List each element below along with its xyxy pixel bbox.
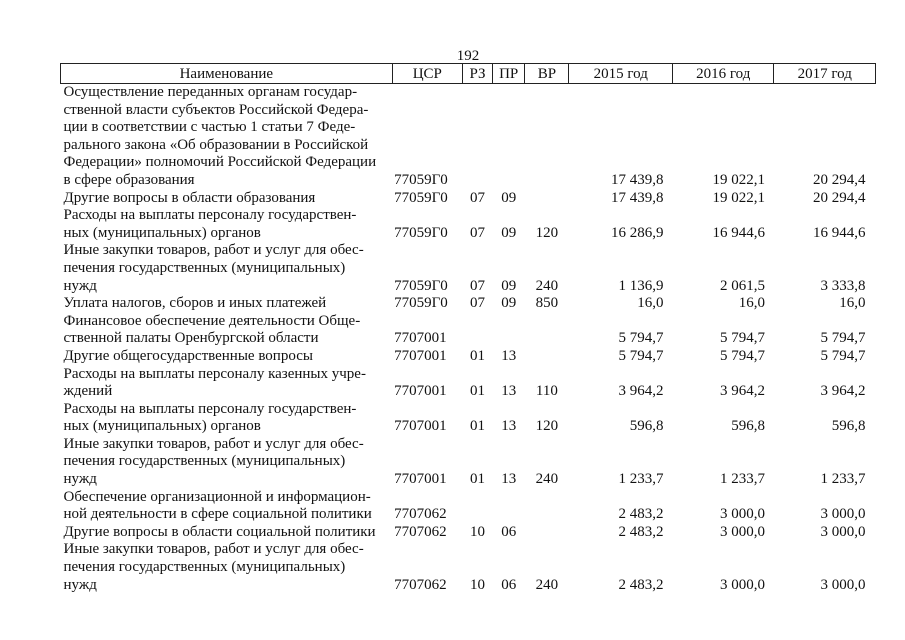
table-row bbox=[61, 295, 876, 313]
row-2016: 3 964,2 bbox=[719, 383, 765, 400]
row-rz bbox=[462, 313, 492, 348]
row-csr: 7707001 bbox=[394, 471, 447, 488]
header-csr: ЦСР bbox=[392, 64, 462, 84]
row-2015: 2 483,2 bbox=[618, 576, 664, 593]
budget-table bbox=[60, 63, 876, 594]
row-2016: 16 944,6 bbox=[712, 224, 765, 241]
row-csr: 7707062 bbox=[394, 506, 447, 523]
row-vr bbox=[525, 313, 569, 348]
row-pr: 13 bbox=[501, 347, 517, 364]
row-vr: 110 bbox=[535, 383, 558, 400]
header-name: Наименование bbox=[61, 64, 393, 84]
row-2017: 16 944,6 bbox=[813, 224, 866, 241]
row-vr bbox=[525, 84, 569, 190]
row-2016: 3 000,0 bbox=[719, 506, 765, 523]
row-name: Обеспечение организационной и информацион- ной деятельности в сфере социальной политики bbox=[63, 488, 372, 523]
row-2016: 596,8 bbox=[731, 418, 765, 435]
row-csr: 77059Г0 bbox=[394, 277, 448, 294]
row-csr: 7707062 bbox=[394, 576, 447, 593]
row-pr: 13 bbox=[501, 471, 517, 488]
row-csr: 7707001 bbox=[394, 347, 447, 364]
row-pr bbox=[493, 84, 525, 190]
row-2016: 3 000,0 bbox=[719, 576, 765, 593]
row-rz: 07 bbox=[470, 189, 486, 206]
header-2016: 2016 год bbox=[672, 64, 773, 84]
row-2017: 3 333,8 bbox=[820, 277, 866, 294]
row-name: Иные закупки товаров, работ и услуг для обес- печения государственных (муниципальных) нужд bbox=[63, 435, 364, 488]
row-pr bbox=[493, 489, 525, 524]
row-2016: 2 061,5 bbox=[719, 277, 765, 294]
row-pr: 06 bbox=[501, 576, 517, 593]
table-row bbox=[61, 489, 876, 524]
row-2016: 19 022,1 bbox=[712, 171, 765, 188]
table-body bbox=[61, 84, 876, 595]
table-row bbox=[61, 242, 876, 295]
row-pr bbox=[493, 313, 525, 348]
row-rz: 01 bbox=[470, 471, 486, 488]
header-2015: 2015 год bbox=[569, 64, 673, 84]
row-2015: 16 286,9 bbox=[610, 224, 664, 241]
row-2015: 16,0 bbox=[637, 295, 664, 312]
row-rz: 07 bbox=[470, 277, 486, 294]
row-csr: 77059Г0 bbox=[394, 171, 448, 188]
row-2015: 1 136,9 bbox=[618, 277, 664, 294]
row-2017: 3 000,0 bbox=[820, 576, 866, 593]
table-row bbox=[61, 207, 876, 242]
row-vr: 120 bbox=[535, 224, 559, 241]
row-vr: 120 bbox=[535, 418, 559, 435]
row-vr bbox=[525, 524, 569, 542]
row-pr: 09 bbox=[501, 189, 517, 206]
header-pr: ПР bbox=[493, 64, 525, 84]
row-pr: 13 bbox=[501, 383, 517, 400]
row-2016: 1 233,7 bbox=[719, 471, 765, 488]
row-vr: 240 bbox=[535, 576, 559, 593]
row-2017: 3 964,2 bbox=[820, 383, 866, 400]
header-2017: 2017 год bbox=[774, 64, 876, 84]
row-vr bbox=[525, 348, 569, 366]
row-csr: 7707001 bbox=[394, 383, 447, 400]
row-name: Финансовое обеспечение деятельности Обще- ственной палаты Оренбургской области bbox=[63, 312, 361, 347]
row-2017: 596,8 bbox=[831, 418, 866, 435]
row-name: Расходы на выплаты персоналу казенных учре- ждений bbox=[63, 365, 366, 400]
table-row bbox=[61, 313, 876, 348]
row-2015: 2 483,2 bbox=[618, 523, 664, 540]
row-2017: 1 233,7 bbox=[820, 471, 866, 488]
row-name: Расходы на выплаты персоналу государствен- ных (муниципальных) органов bbox=[63, 400, 357, 435]
row-2016: 5 794,7 bbox=[719, 347, 765, 364]
row-vr bbox=[525, 489, 569, 524]
row-name: Другие общегосударственные вопросы bbox=[63, 347, 313, 364]
row-pr: 09 bbox=[501, 295, 517, 312]
page-number: 192 bbox=[456, 48, 480, 64]
row-pr: 09 bbox=[501, 277, 517, 294]
row-2017: 5 794,7 bbox=[820, 330, 866, 347]
row-name: Расходы на выплаты персоналу государствен- ных (муниципальных) органов bbox=[63, 207, 357, 241]
table-row bbox=[61, 436, 876, 489]
row-2015: 2 483,2 bbox=[618, 506, 664, 523]
row-vr bbox=[525, 190, 569, 208]
table-row bbox=[61, 524, 876, 542]
table-row bbox=[61, 84, 876, 190]
row-2016: 19 022,1 bbox=[712, 189, 765, 206]
row-name: Уплата налогов, сборов и иных платежей bbox=[63, 295, 327, 312]
row-rz: 10 bbox=[470, 523, 486, 540]
row-vr: 850 bbox=[535, 295, 559, 312]
row-csr: 77059Г0 bbox=[394, 295, 448, 312]
row-2017: 3 000,0 bbox=[820, 506, 866, 523]
row-rz: 01 bbox=[470, 383, 486, 400]
row-2015: 1 233,7 bbox=[618, 471, 664, 488]
row-csr: 7707001 bbox=[394, 330, 447, 347]
row-vr: 240 bbox=[535, 277, 559, 294]
row-2017: 20 294,4 bbox=[813, 189, 866, 206]
row-name: Осуществление переданных органам государ- ственной власти субъектов Российской Федера- ции в соответствии с частью 1 статьи 7 Феде- рального закона «Об образовании в Российской Федерации» полномочий Российской Федерации в сфере образования bbox=[63, 84, 377, 188]
row-pr: 13 bbox=[501, 418, 517, 435]
row-name: Иные закупки товаров, работ и услуг для обес- печения государственных (муниципальных) нужд bbox=[63, 242, 364, 294]
header-rz: РЗ bbox=[462, 64, 492, 84]
row-pr: 06 bbox=[501, 523, 517, 540]
row-2015: 5 794,7 bbox=[618, 330, 664, 347]
row-2015: 17 439,8 bbox=[610, 189, 664, 206]
row-pr: 09 bbox=[501, 224, 517, 241]
row-2017: 16,0 bbox=[839, 295, 866, 312]
table-row bbox=[61, 541, 876, 594]
row-csr: 77059Г0 bbox=[394, 224, 448, 241]
table-row bbox=[61, 401, 876, 436]
row-csr: 7707001 bbox=[394, 418, 447, 435]
row-rz: 01 bbox=[470, 418, 486, 435]
table-header bbox=[61, 64, 876, 84]
row-2017: 3 000,0 bbox=[820, 523, 866, 540]
row-name: Другие вопросы в области образования bbox=[63, 189, 316, 206]
row-2017: 5 794,7 bbox=[820, 347, 866, 364]
row-name: Иные закупки товаров, работ и услуг для обес- печения государственных (муниципальных) нужд bbox=[63, 541, 364, 593]
row-name: Другие вопросы в области социальной политики bbox=[63, 523, 376, 540]
table-row bbox=[61, 366, 876, 401]
row-rz bbox=[462, 489, 492, 524]
row-rz: 07 bbox=[470, 295, 486, 312]
row-2016: 5 794,7 bbox=[719, 330, 765, 347]
row-2017: 20 294,4 bbox=[813, 171, 866, 188]
row-2015: 3 964,2 bbox=[618, 383, 664, 400]
row-rz: 01 bbox=[470, 347, 486, 364]
row-csr: 77059Г0 bbox=[394, 189, 448, 206]
row-2015: 596,8 bbox=[629, 418, 664, 435]
row-rz: 07 bbox=[470, 224, 486, 241]
row-2015: 5 794,7 bbox=[618, 347, 664, 364]
row-2016: 16,0 bbox=[738, 295, 765, 312]
table-row bbox=[61, 348, 876, 366]
row-vr: 240 bbox=[535, 471, 559, 488]
header-vr: ВР bbox=[525, 64, 569, 84]
row-rz: 10 bbox=[470, 576, 486, 593]
row-2016: 3 000,0 bbox=[719, 523, 765, 540]
row-csr: 7707062 bbox=[394, 523, 447, 540]
row-2015: 17 439,8 bbox=[610, 171, 664, 188]
table-row bbox=[61, 190, 876, 208]
row-rz bbox=[462, 84, 492, 190]
